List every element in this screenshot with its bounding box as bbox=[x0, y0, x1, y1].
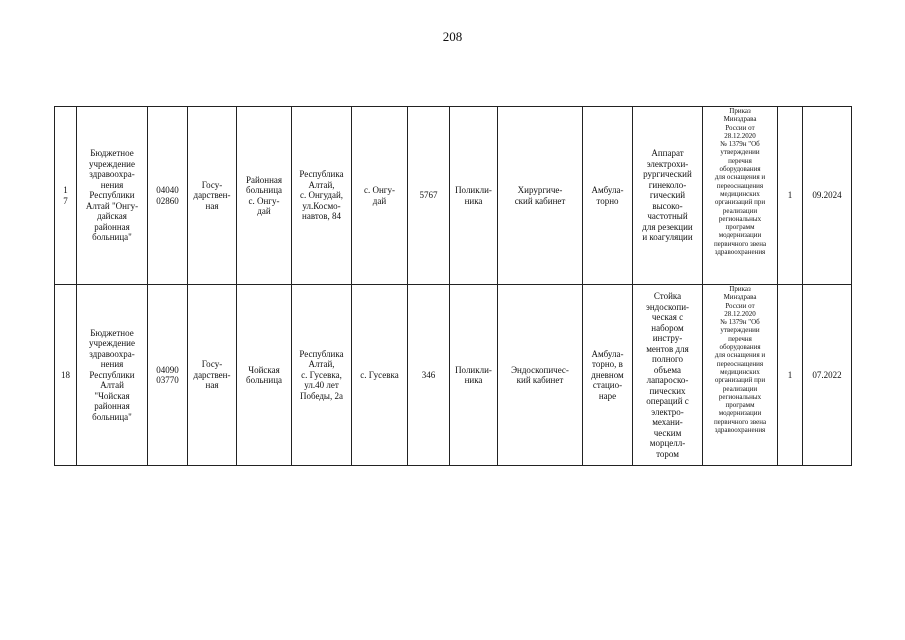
settlement: с. Онгу- дай bbox=[352, 107, 408, 285]
settlement: с. Гусевка bbox=[352, 285, 408, 466]
unit-type: Поликли- ника bbox=[450, 285, 498, 466]
quantity: 1 bbox=[778, 285, 803, 466]
organization-name: Бюджетное учреждение здравоохра- нения Республики Алтай "Чойская районная больница" bbox=[77, 285, 148, 466]
facility-address: Республика Алтай, с. Гусевка, ул.40 лет Победы, 2а bbox=[292, 285, 352, 466]
delivery-date: 09.2024 bbox=[803, 107, 852, 285]
regulatory-document: Приказ Минздрава России от 28.12.2020 № 1379н "Об утверждении перечня оборудования для оснащения и переоснащения медицинских организаций при реализации региональных программ модернизации первичного звена здравоохранения bbox=[703, 285, 778, 466]
care-conditions: Амбула- торно bbox=[583, 107, 633, 285]
facility-name: Районная больница с. Онгу- дай bbox=[237, 107, 292, 285]
table-row bbox=[55, 107, 852, 285]
ownership-form: Госу- дарствен- ная bbox=[188, 107, 237, 285]
equipment-name: Аппарат электрохи- рургический гинеколо- гический высоко- частотный для резекции и коагуляции bbox=[633, 107, 703, 285]
equipment-registry-table bbox=[54, 106, 852, 466]
quantity: 1 bbox=[778, 107, 803, 285]
organization-name: Бюджетное учреждение здравоохра- нения Республики Алтай "Онгу- дайская районная больница" bbox=[77, 107, 148, 285]
population: 5767 bbox=[408, 107, 450, 285]
equipment-name: Стойка эндоскопи- ческая с набором инстру- ментов для полного объема лапароско- пических операций с электро- механи- ческим морцелл- тором bbox=[633, 285, 703, 466]
organization-code: 04040 02860 bbox=[148, 107, 188, 285]
facility-address: Республика Алтай, с. Онгудай, ул.Космо- навтов, 84 bbox=[292, 107, 352, 285]
care-conditions: Амбула- торно, в дневном стацио- наре bbox=[583, 285, 633, 466]
page-number: 208 bbox=[442, 29, 463, 44]
organization-code: 04090 03770 bbox=[148, 285, 188, 466]
facility-name: Чойская больница bbox=[237, 285, 292, 466]
regulatory-document: Приказ Минздрава России от 28.12.2020 № 1379н "Об утверждении перечня оборудования для оснащения и переоснащения медицинских организаций при реализации региональных программ модернизации первичного звена здравоохранения bbox=[703, 107, 778, 285]
table-row bbox=[55, 285, 852, 466]
delivery-date: 07.2022 bbox=[803, 285, 852, 466]
room-name: Эндоскопичес- кий кабинет bbox=[498, 285, 583, 466]
ownership-form: Госу- дарствен- ная bbox=[188, 285, 237, 466]
room-name: Хирургиче- ский кабинет bbox=[498, 107, 583, 285]
row-number: 18 bbox=[55, 285, 77, 466]
population: 346 bbox=[408, 285, 450, 466]
unit-type: Поликли- ника bbox=[450, 107, 498, 285]
row-number: 1 7 bbox=[55, 107, 77, 285]
